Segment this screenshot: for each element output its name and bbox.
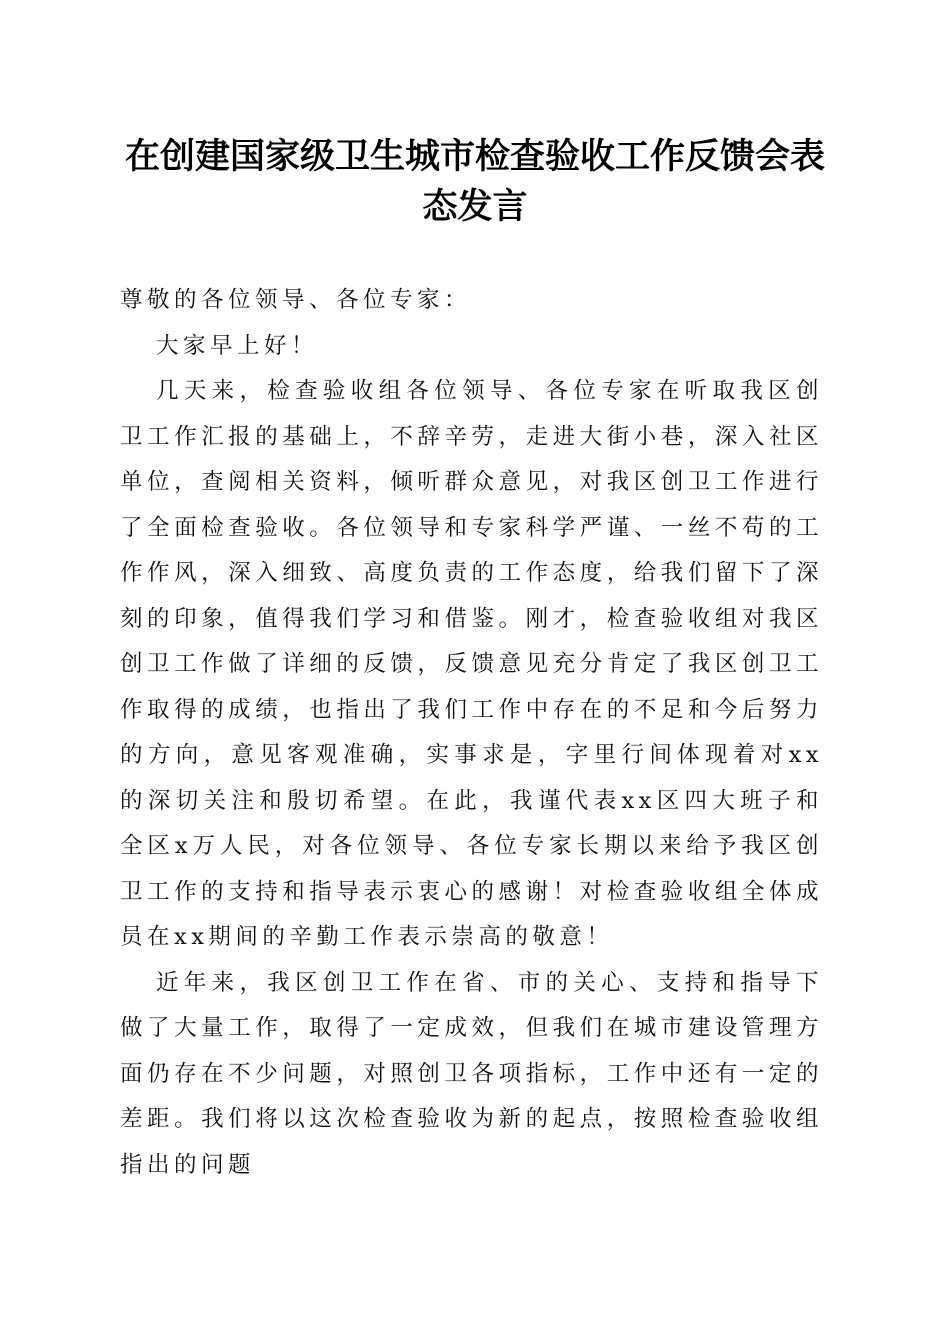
paragraph-1: 几天来，检查验收组各位领导、各位专家在听取我区创卫工作汇报的基础上，不辞辛劳，走进大街小巷，深入社区单位，查阅相关资料，倾听群众意见，对我区创卫工作进行了全面检查验收。各位领导和专家科学严谨、一丝不苟的工作作风，深入细致、高度负责的工作态度，给我们留下了深刻的印象，值得我们学习和借鉴。刚才，检查验收组对我区创卫工作做了详细的反馈，反馈意见充分肯定了我区创卫工作取得的成绩，也指出了我们工作中存在的不足和今后努力的方向，意见客观准确，实事求是，字里行间体现着对xx的深切关注和殷切希望。在此，我谨代表xx区四大班子和全区x万人民，对各位领导、各位专家长期以来给予我区创卫工作的支持和指导表示衷心的感谢！对检查验收组全体成员在xx期间的辛勤工作表示崇高的敬意！ [120,378,823,950]
greeting: 大家早上好！ [156,332,319,359]
salutation: 尊敬的各位领导、各位专家： [120,287,472,313]
document-body [120,278,823,1188]
paragraph-2: 近年来，我区创卫工作在省、市的关心、支持和指导下做了大量工作，取得了一定成效，但我们在城市建设管理方面仍存在不少问题，对照创卫各项指标，工作中还有一定的差距。我们将以这次检查验收为新的起点，按照检查验收组指出的问题 [120,969,823,1178]
document-title: 在创建国家级卫生城市检查验收工作反馈会表态发言 [124,136,825,227]
